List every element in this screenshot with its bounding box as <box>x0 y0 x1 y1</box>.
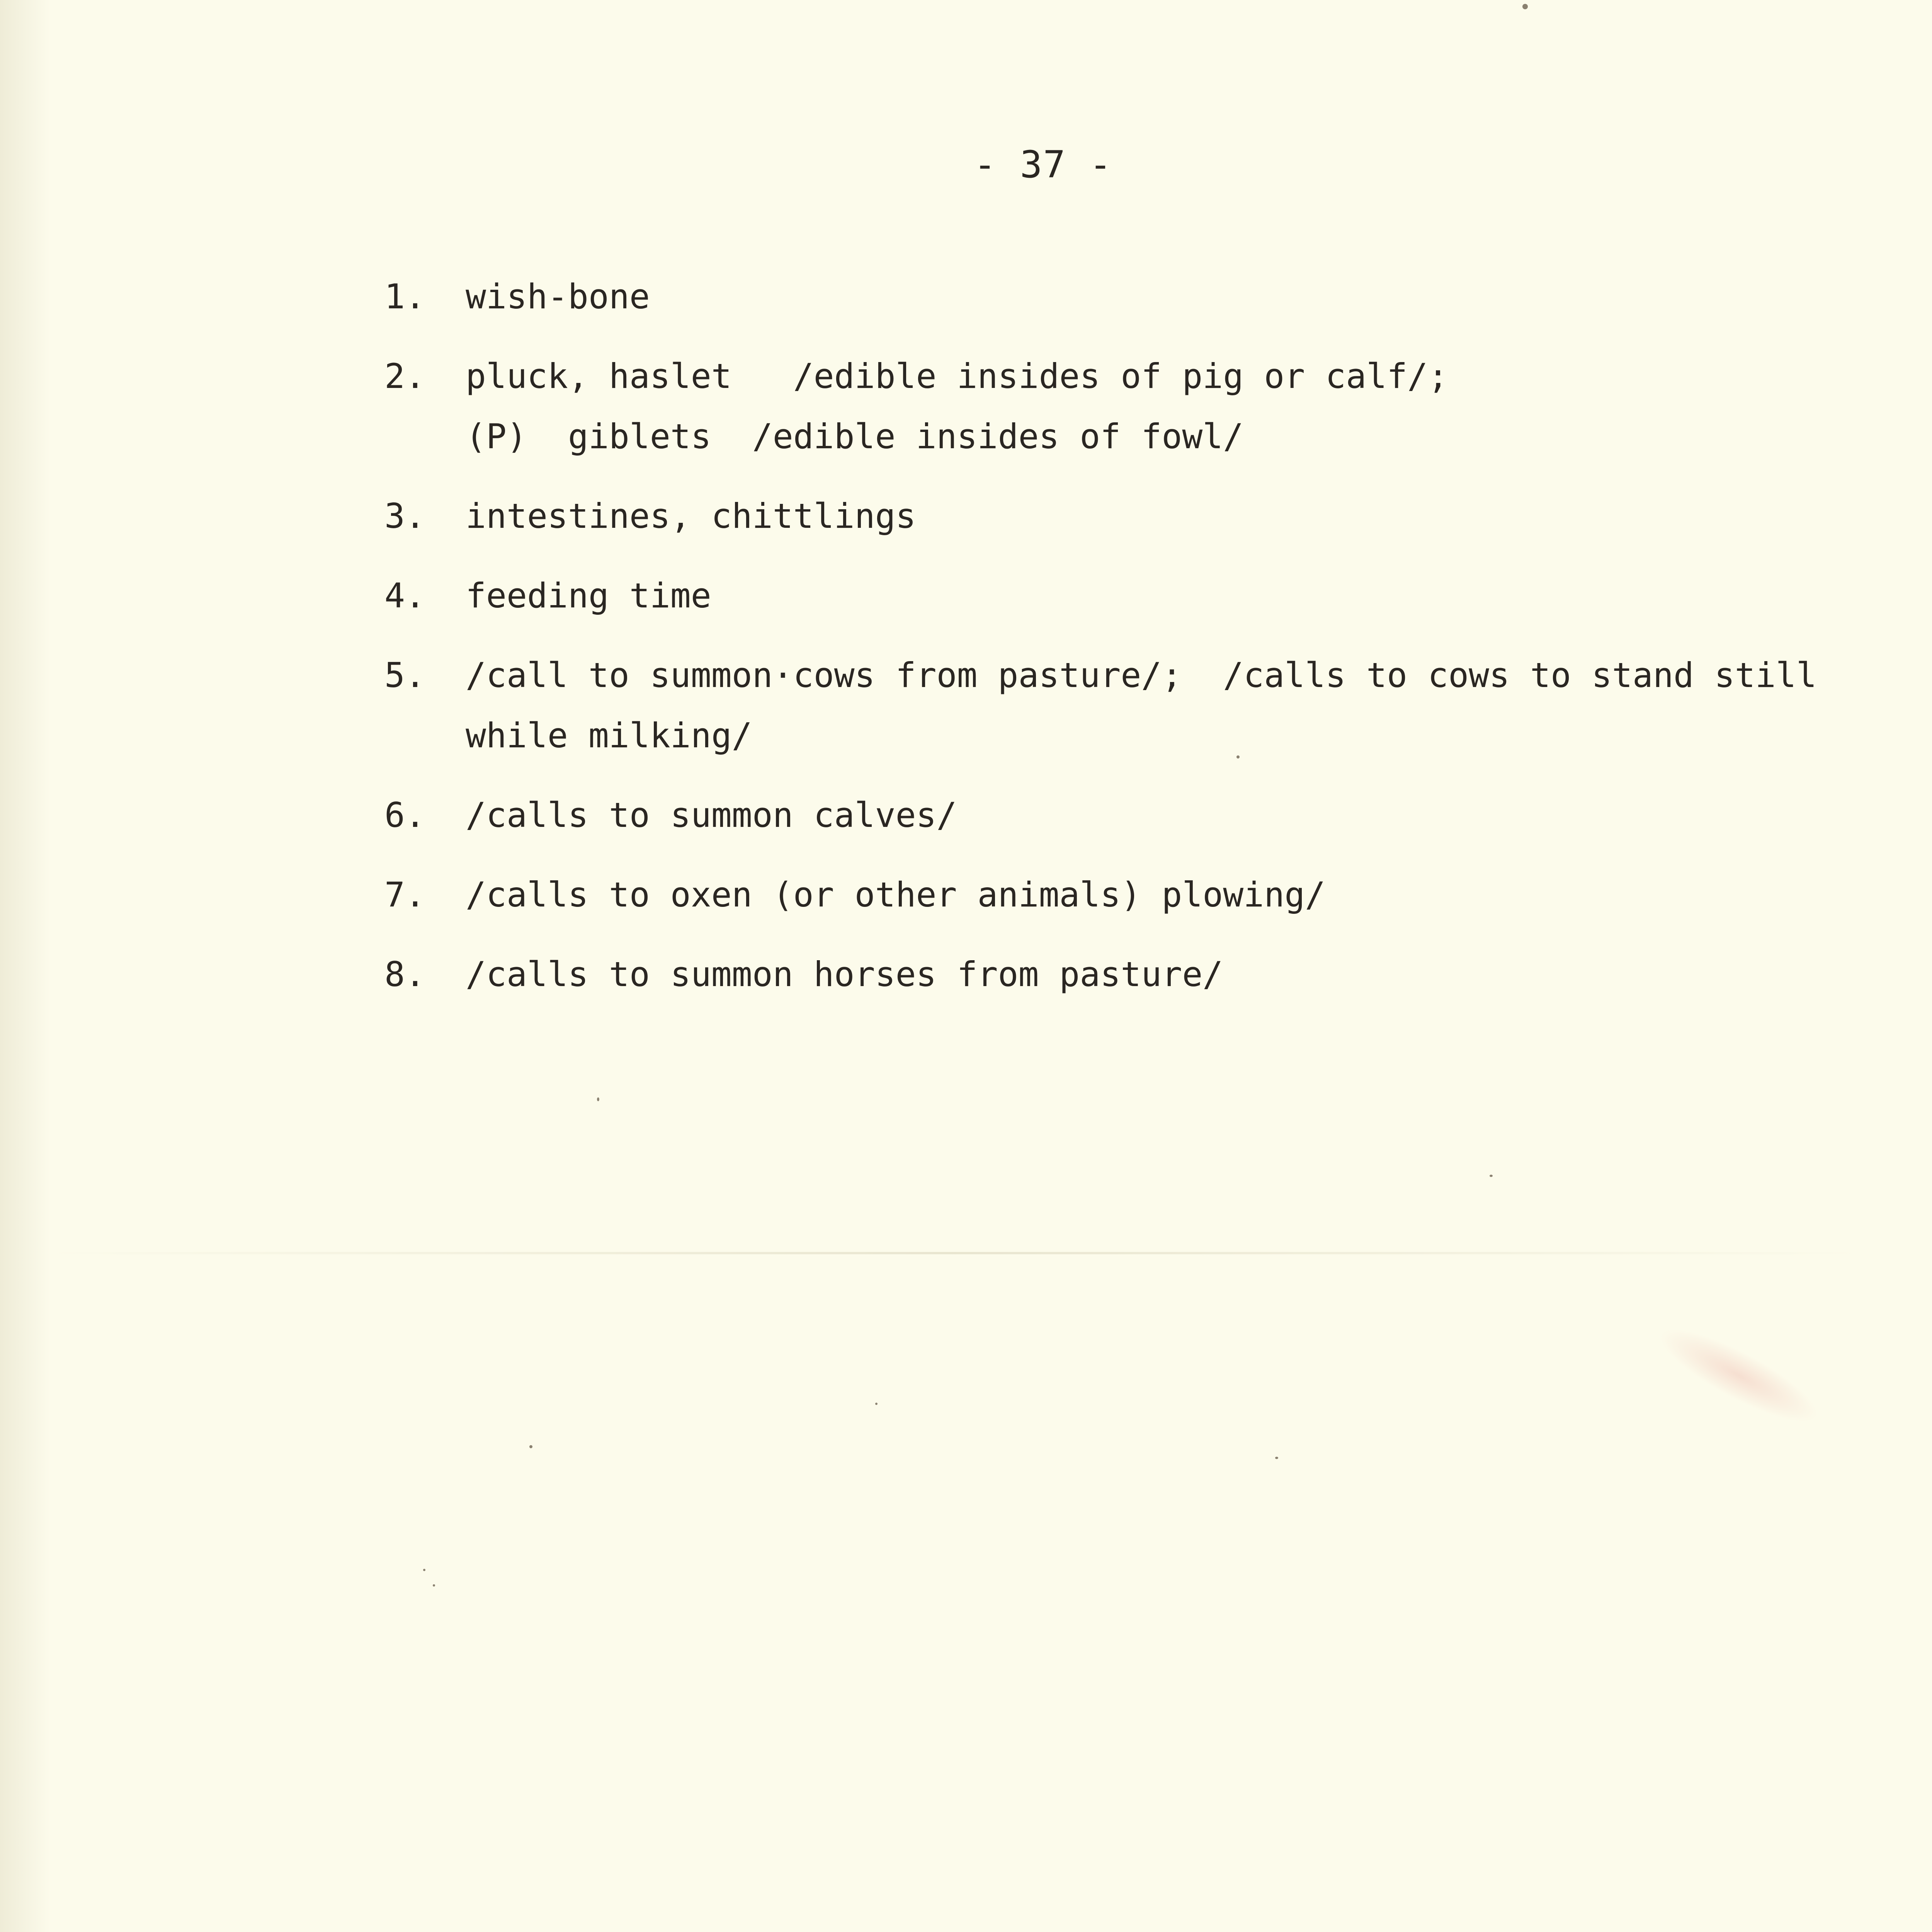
item-number: 5. <box>384 655 425 695</box>
list-item-2 <box>384 346 1853 467</box>
item-text: /calls to oxen (or other animals) plowing/ <box>466 875 1326 915</box>
item-number: 2. <box>384 356 425 396</box>
item-text: feeding time <box>466 576 711 616</box>
item-number: 4. <box>384 576 425 616</box>
item-text: /call to summon·cows from pasture/; /calls to cows to stand still <box>466 655 1817 695</box>
paper-speck <box>433 1584 435 1587</box>
item-text: wish-bone <box>466 277 650 316</box>
item-text: intestines, chittlings <box>466 496 916 536</box>
list-item-4 <box>384 566 1853 626</box>
list-item-6 <box>384 785 1853 845</box>
item-number: 8. <box>384 954 425 994</box>
paper-speck <box>529 1445 532 1448</box>
item-text: pluck, haslet /edible insides of pig or calf/; <box>466 356 1449 396</box>
item-number: 7. <box>384 875 425 915</box>
paper-speck <box>875 1403 878 1405</box>
paper-edge-shadow <box>0 0 50 1932</box>
item-text-continuation: while milking/ <box>466 716 752 755</box>
paper-speck <box>1490 1175 1493 1177</box>
list-item-7 <box>384 865 1853 925</box>
numbered-list <box>384 267 1853 1024</box>
paper-speck <box>597 1097 599 1101</box>
list-item-1 <box>384 267 1853 327</box>
item-text: /calls to summon calves/ <box>466 795 957 835</box>
page-number: - 37 - <box>974 143 1112 186</box>
paper-speck <box>1522 4 1528 9</box>
list-item-3 <box>384 486 1853 546</box>
item-number: 6. <box>384 795 425 835</box>
list-item-8 <box>384 944 1853 1005</box>
item-number: 1. <box>384 277 425 316</box>
paper-fold-line <box>46 1252 1862 1254</box>
item-text: /calls to summon horses from pasture/ <box>466 954 1223 994</box>
paper-speck <box>1236 755 1240 759</box>
item-text-continuation: (P) giblets /edible insides of fowl/ <box>466 417 1244 456</box>
paper-stain <box>1650 1313 1828 1438</box>
paper-speck <box>423 1569 425 1571</box>
item-number: 3. <box>384 496 425 536</box>
paper-speck <box>1275 1457 1278 1459</box>
list-item-5 <box>384 645 1853 766</box>
